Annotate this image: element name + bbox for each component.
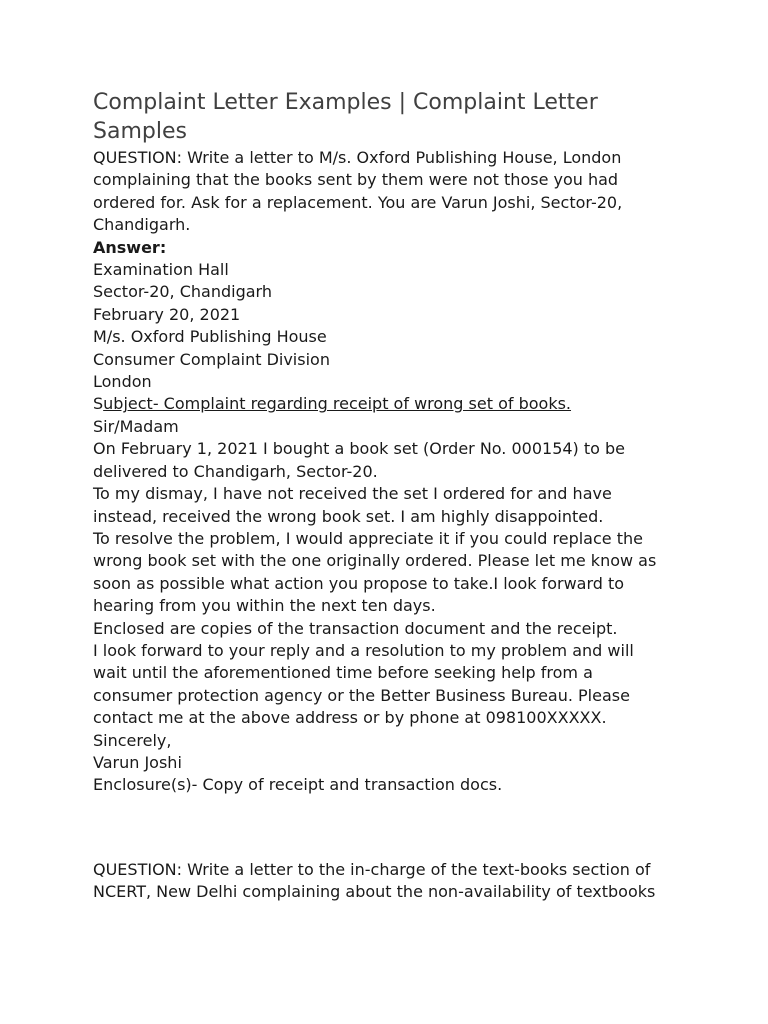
body-line: instead, received the wrong book set. I am highly disappointed. [93,506,604,526]
recipient-line: Consumer Complaint Division [93,349,330,369]
body-line: Enclosed are copies of the transaction document and the receipt. [93,618,618,638]
body-line: On February 1, 2021 I bought a book set (Order No. 000154) to be [93,439,626,459]
body-line: contact me at the above address or by phone at 098100XXXXX. [93,708,607,728]
enclosure: Enclosure(s)- Copy of receipt and transaction docs. [93,775,503,795]
subject-line [93,393,673,415]
title-line: Samples [93,119,187,144]
sender-address-line: Sector-20, Chandigarh [93,282,272,302]
signature: Varun Joshi [93,752,182,772]
letter [93,259,673,797]
question-2 [93,859,673,904]
answer-label: Answer: [93,237,167,257]
recipient-line: London [93,372,152,392]
page-title [93,88,673,146]
body-line: hearing from you within the next ten days. [93,596,436,616]
salutation: Sir/Madam [93,416,179,436]
body-line: delivered to Chandigarh, Sector-20. [93,461,378,481]
closing: Sincerely, [93,730,172,750]
question-line: Chandigarh. [93,215,191,235]
body-line: soon as possible what action you propose to take.I look forward to [93,573,625,593]
question-line: complaining that the books sent by them were not those you had [93,170,619,190]
subject-initial: S [93,394,104,414]
title-line: Complaint Letter Examples | Complaint Letter [93,90,598,115]
body-line: wait until the aforementioned time before seeking help from a [93,663,593,683]
section-spacer [93,797,673,828]
subject-text: ubject- Complaint regarding receipt of wrong set of books. [103,394,572,414]
sender-address-line: Examination Hall [93,260,229,280]
body-line: wrong book set with the one originally ordered. Please let me know as [93,551,657,571]
document-page [93,88,673,904]
section-spacer [93,828,673,859]
body-line: To my dismay, I have not received the set I ordered for and have [93,484,612,504]
question-line: QUESTION: Write a letter to the in-charge of the text-books section of [93,859,651,879]
question-line: ordered for. Ask for a replacement. You are Varun Joshi, Sector-20, [93,192,623,212]
body-line: I look forward to your reply and a resolution to my problem and will [93,640,634,660]
body-line: consumer protection agency or the Better Business Bureau. Please [93,685,630,705]
question-line: QUESTION: Write a letter to M/s. Oxford Publishing House, London [93,148,622,167]
question-1 [93,147,673,237]
question-line: NCERT, New Delhi complaining about the non-availability of textbooks [93,882,656,902]
letter-date: February 20, 2021 [93,304,241,324]
body-line: To resolve the problem, I would appreciate it if you could replace the [93,528,643,548]
letter-body [93,438,673,729]
recipient-line: M/s. Oxford Publishing House [93,327,327,347]
